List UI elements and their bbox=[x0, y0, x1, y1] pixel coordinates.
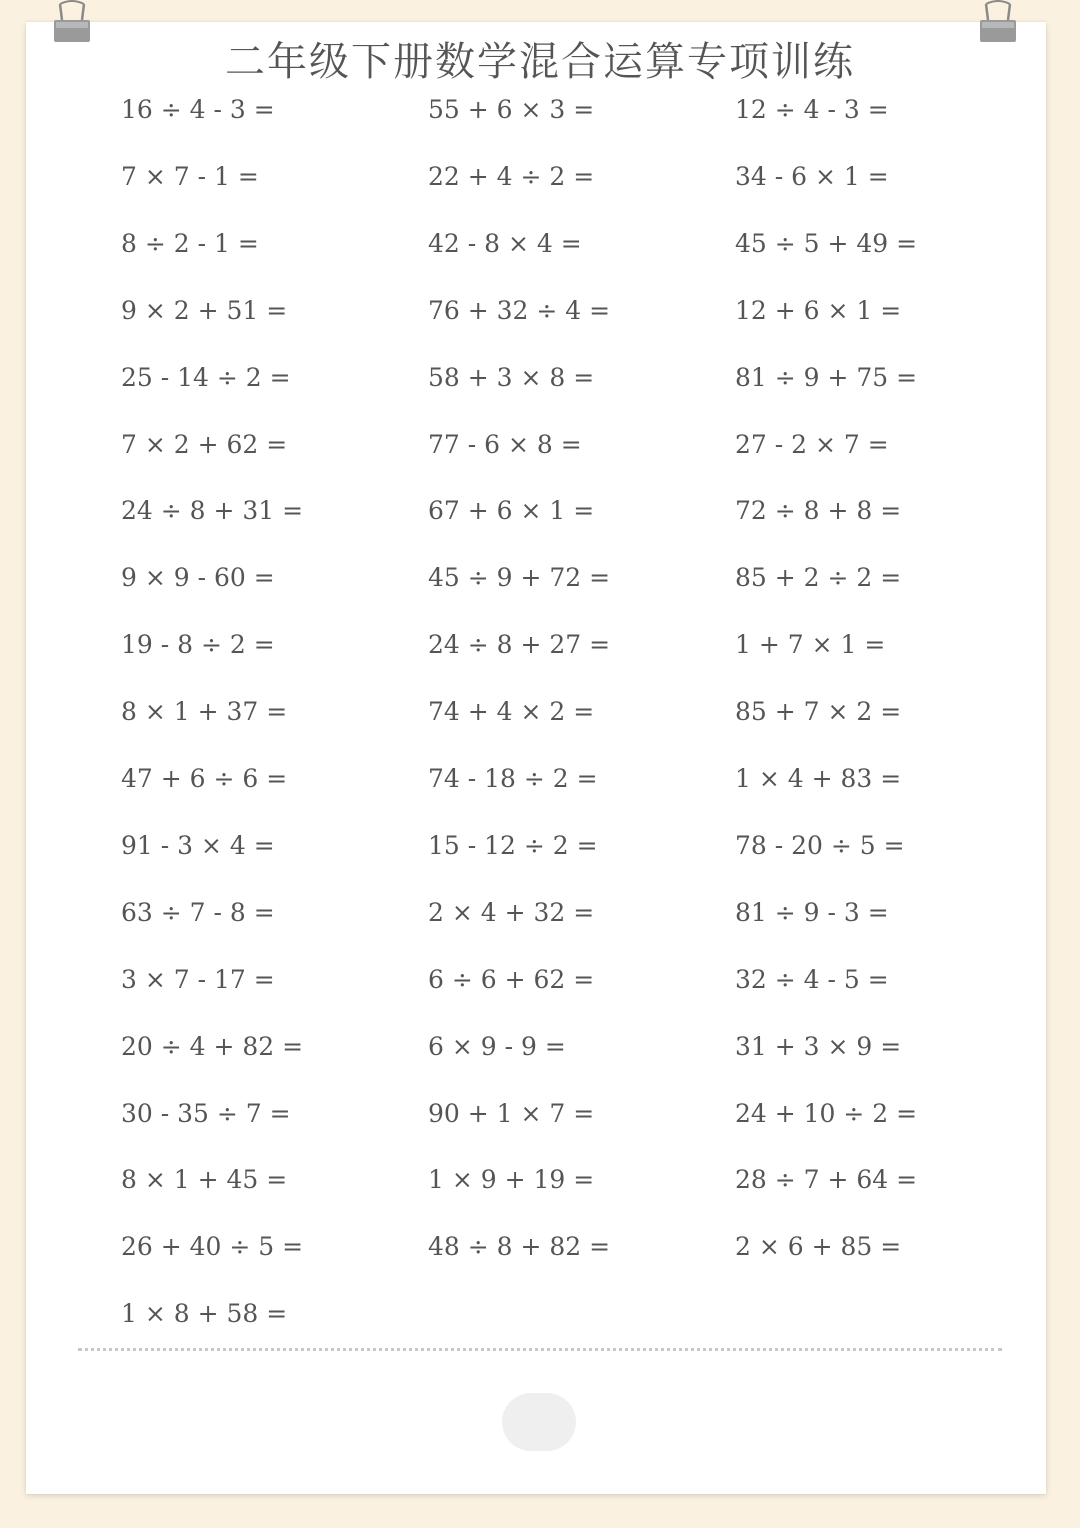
math-problem: 25 - 14 ÷ 2 = bbox=[121, 363, 291, 392]
math-problem: 6 ÷ 6 + 62 = bbox=[428, 965, 595, 994]
math-problem: 58 + 3 × 8 = bbox=[428, 363, 595, 392]
math-problem: 8 × 1 + 45 = bbox=[121, 1165, 288, 1194]
math-problem: 85 + 7 × 2 = bbox=[735, 697, 902, 726]
math-problem: 63 ÷ 7 - 8 = bbox=[121, 898, 275, 927]
math-problem: 22 + 4 ÷ 2 = bbox=[428, 162, 595, 191]
math-problem: 28 ÷ 7 + 64 = bbox=[735, 1165, 918, 1194]
math-problem: 12 + 6 × 1 = bbox=[735, 296, 902, 325]
math-problem: 1 × 9 + 19 = bbox=[428, 1165, 595, 1194]
math-problem: 48 ÷ 8 + 82 = bbox=[428, 1232, 611, 1261]
math-problem: 20 ÷ 4 + 82 = bbox=[121, 1032, 304, 1061]
math-problem: 16 ÷ 4 - 3 = bbox=[121, 95, 275, 124]
math-problem: 32 ÷ 4 - 5 = bbox=[735, 965, 889, 994]
math-problem: 9 × 9 - 60 = bbox=[121, 563, 275, 592]
math-problem: 24 ÷ 8 + 31 = bbox=[121, 496, 304, 525]
math-problem: 1 + 7 × 1 = bbox=[735, 630, 886, 659]
math-problem: 19 - 8 ÷ 2 = bbox=[121, 630, 275, 659]
math-problem: 7 × 7 - 1 = bbox=[121, 162, 259, 191]
math-problem: 24 + 10 ÷ 2 = bbox=[735, 1099, 918, 1128]
math-problem: 9 × 2 + 51 = bbox=[121, 296, 288, 325]
math-problem: 26 + 40 ÷ 5 = bbox=[121, 1232, 304, 1261]
math-problem: 74 + 4 × 2 = bbox=[428, 697, 595, 726]
math-problem: 81 ÷ 9 + 75 = bbox=[735, 363, 918, 392]
math-problem: 91 - 3 × 4 = bbox=[121, 831, 275, 860]
math-problem: 85 + 2 ÷ 2 = bbox=[735, 563, 902, 592]
math-problem: 42 - 8 × 4 = bbox=[428, 229, 582, 258]
math-problem: 7 × 2 + 62 = bbox=[121, 430, 288, 459]
math-problem: 24 ÷ 8 + 27 = bbox=[428, 630, 611, 659]
math-problem: 77 - 6 × 8 = bbox=[428, 430, 582, 459]
math-problem: 27 - 2 × 7 = bbox=[735, 430, 889, 459]
math-problem: 3 × 7 - 17 = bbox=[121, 965, 275, 994]
math-problem: 34 - 6 × 1 = bbox=[735, 162, 889, 191]
math-problem: 2 × 4 + 32 = bbox=[428, 898, 595, 927]
math-problem: 15 - 12 ÷ 2 = bbox=[428, 831, 598, 860]
math-problem: 81 ÷ 9 - 3 = bbox=[735, 898, 889, 927]
math-problem: 12 ÷ 4 - 3 = bbox=[735, 95, 889, 124]
math-problem: 76 + 32 ÷ 4 = bbox=[428, 296, 611, 325]
math-problem: 90 + 1 × 7 = bbox=[428, 1099, 595, 1128]
math-problem: 45 ÷ 9 + 72 = bbox=[428, 563, 611, 592]
page-indicator bbox=[502, 1393, 576, 1451]
page-title: 二年级下册数学混合运算专项训练 bbox=[225, 39, 855, 85]
math-problem: 8 ÷ 2 - 1 = bbox=[121, 229, 259, 258]
math-problem: 47 + 6 ÷ 6 = bbox=[121, 764, 288, 793]
math-problem: 55 + 6 × 3 = bbox=[428, 95, 595, 124]
math-problem: 8 × 1 + 37 = bbox=[121, 697, 288, 726]
math-problem: 31 + 3 × 9 = bbox=[735, 1032, 902, 1061]
dotted-divider bbox=[78, 1348, 1002, 1351]
math-problem: 30 - 35 ÷ 7 = bbox=[121, 1099, 291, 1128]
math-problem: 1 × 8 + 58 = bbox=[121, 1299, 288, 1328]
math-problem: 2 × 6 + 85 = bbox=[735, 1232, 902, 1261]
math-problem: 78 - 20 ÷ 5 = bbox=[735, 831, 905, 860]
math-problem: 1 × 4 + 83 = bbox=[735, 764, 902, 793]
math-problem: 67 + 6 × 1 = bbox=[428, 496, 595, 525]
math-problem: 72 ÷ 8 + 8 = bbox=[735, 496, 902, 525]
math-problem: 74 - 18 ÷ 2 = bbox=[428, 764, 598, 793]
math-problem: 45 ÷ 5 + 49 = bbox=[735, 229, 918, 258]
math-problem: 6 × 9 - 9 = bbox=[428, 1032, 566, 1061]
